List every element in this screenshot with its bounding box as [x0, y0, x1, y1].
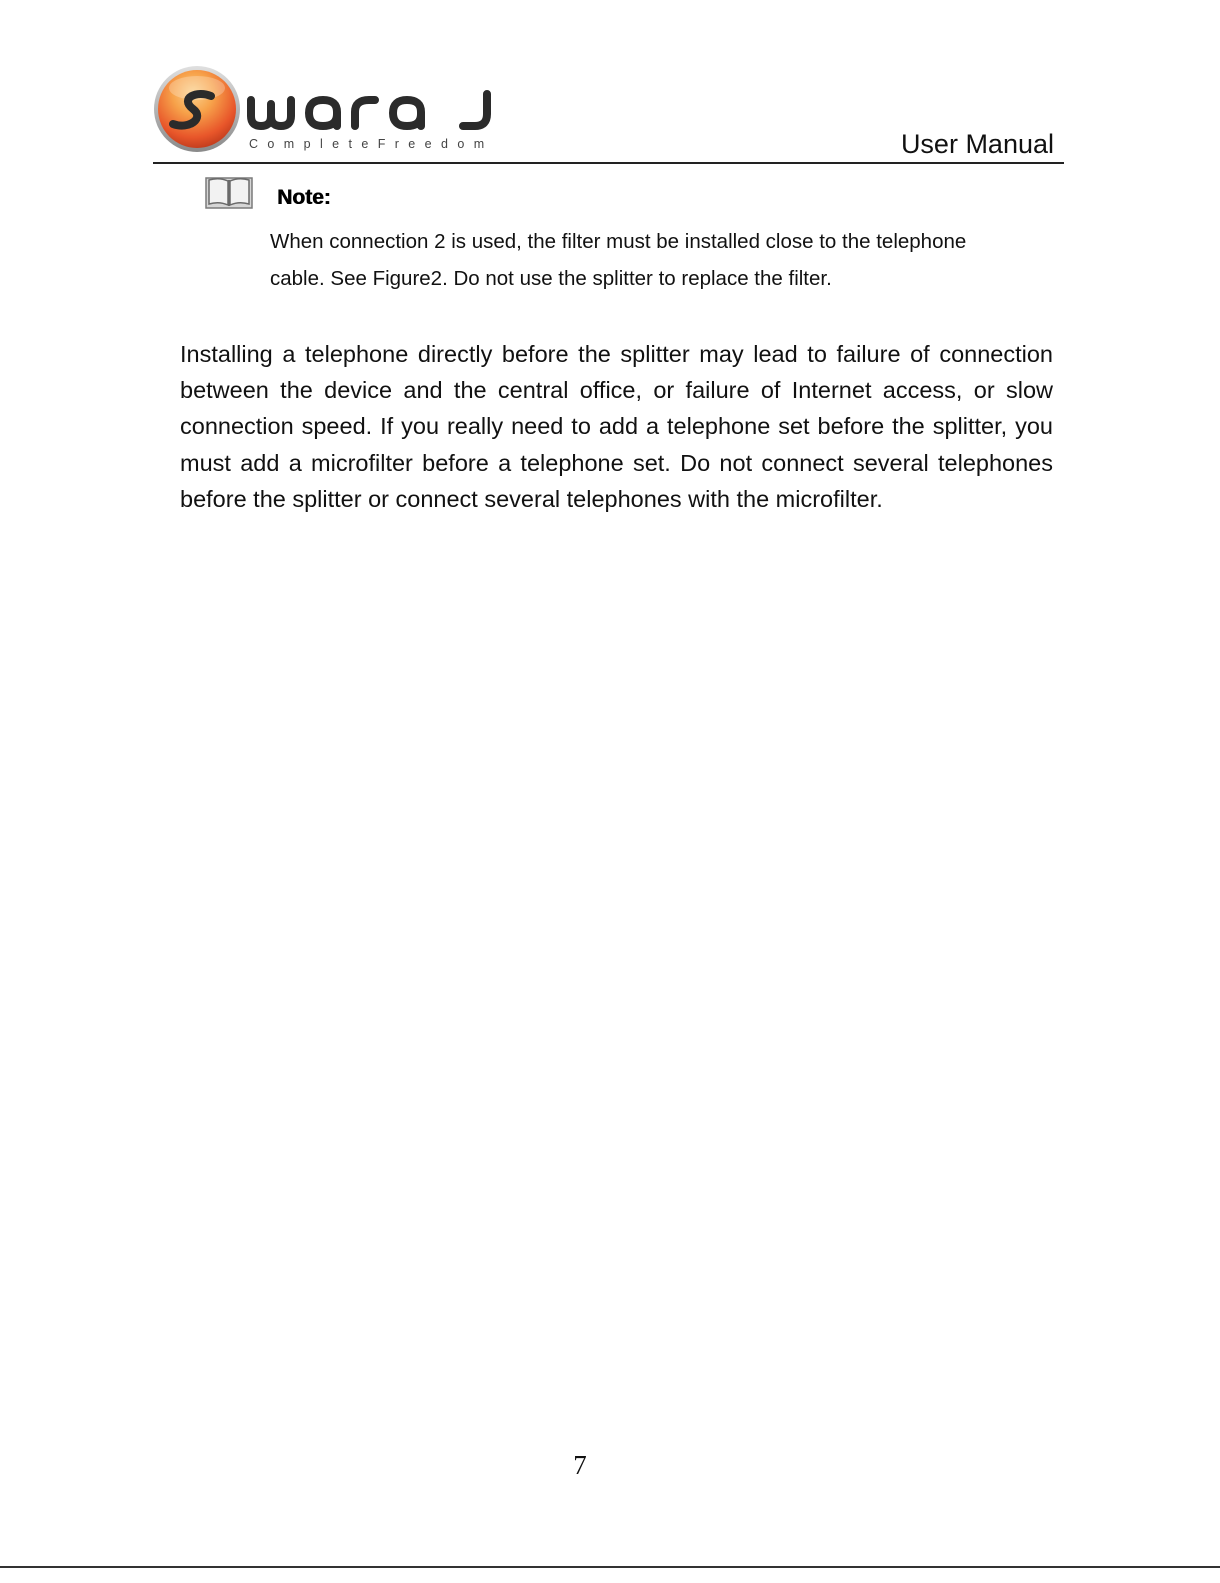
page-number: 7	[573, 1450, 587, 1480]
book-icon	[204, 174, 254, 210]
brand-logo	[153, 64, 498, 156]
note-heading: Note:	[277, 186, 331, 209]
page-bottom-edge	[0, 1566, 1220, 1568]
note-line: When connection 2 is used, the filter must be installed close to the telephone	[270, 230, 967, 253]
document-title: User Manual	[900, 129, 1054, 159]
note-line: cable. See Figure2. Do not use the splitter to replace the filter.	[270, 267, 832, 290]
swaraj-logo-graphic	[153, 64, 498, 156]
body-paragraph: Installing a telephone directly before the splitter may lead to failure of connection between the device and the central office, or failure of Internet access, or slow connection speed. If you really need to add a telephone set before the splitter, you must add a microfilter before a telephone set. Do not connect several telephones before the splitter or connect several telephones with the microfilter.	[180, 341, 1053, 512]
note-text	[270, 223, 1060, 297]
header-divider	[153, 162, 1064, 164]
brand-tagline: CompleteFreedom	[249, 137, 494, 151]
